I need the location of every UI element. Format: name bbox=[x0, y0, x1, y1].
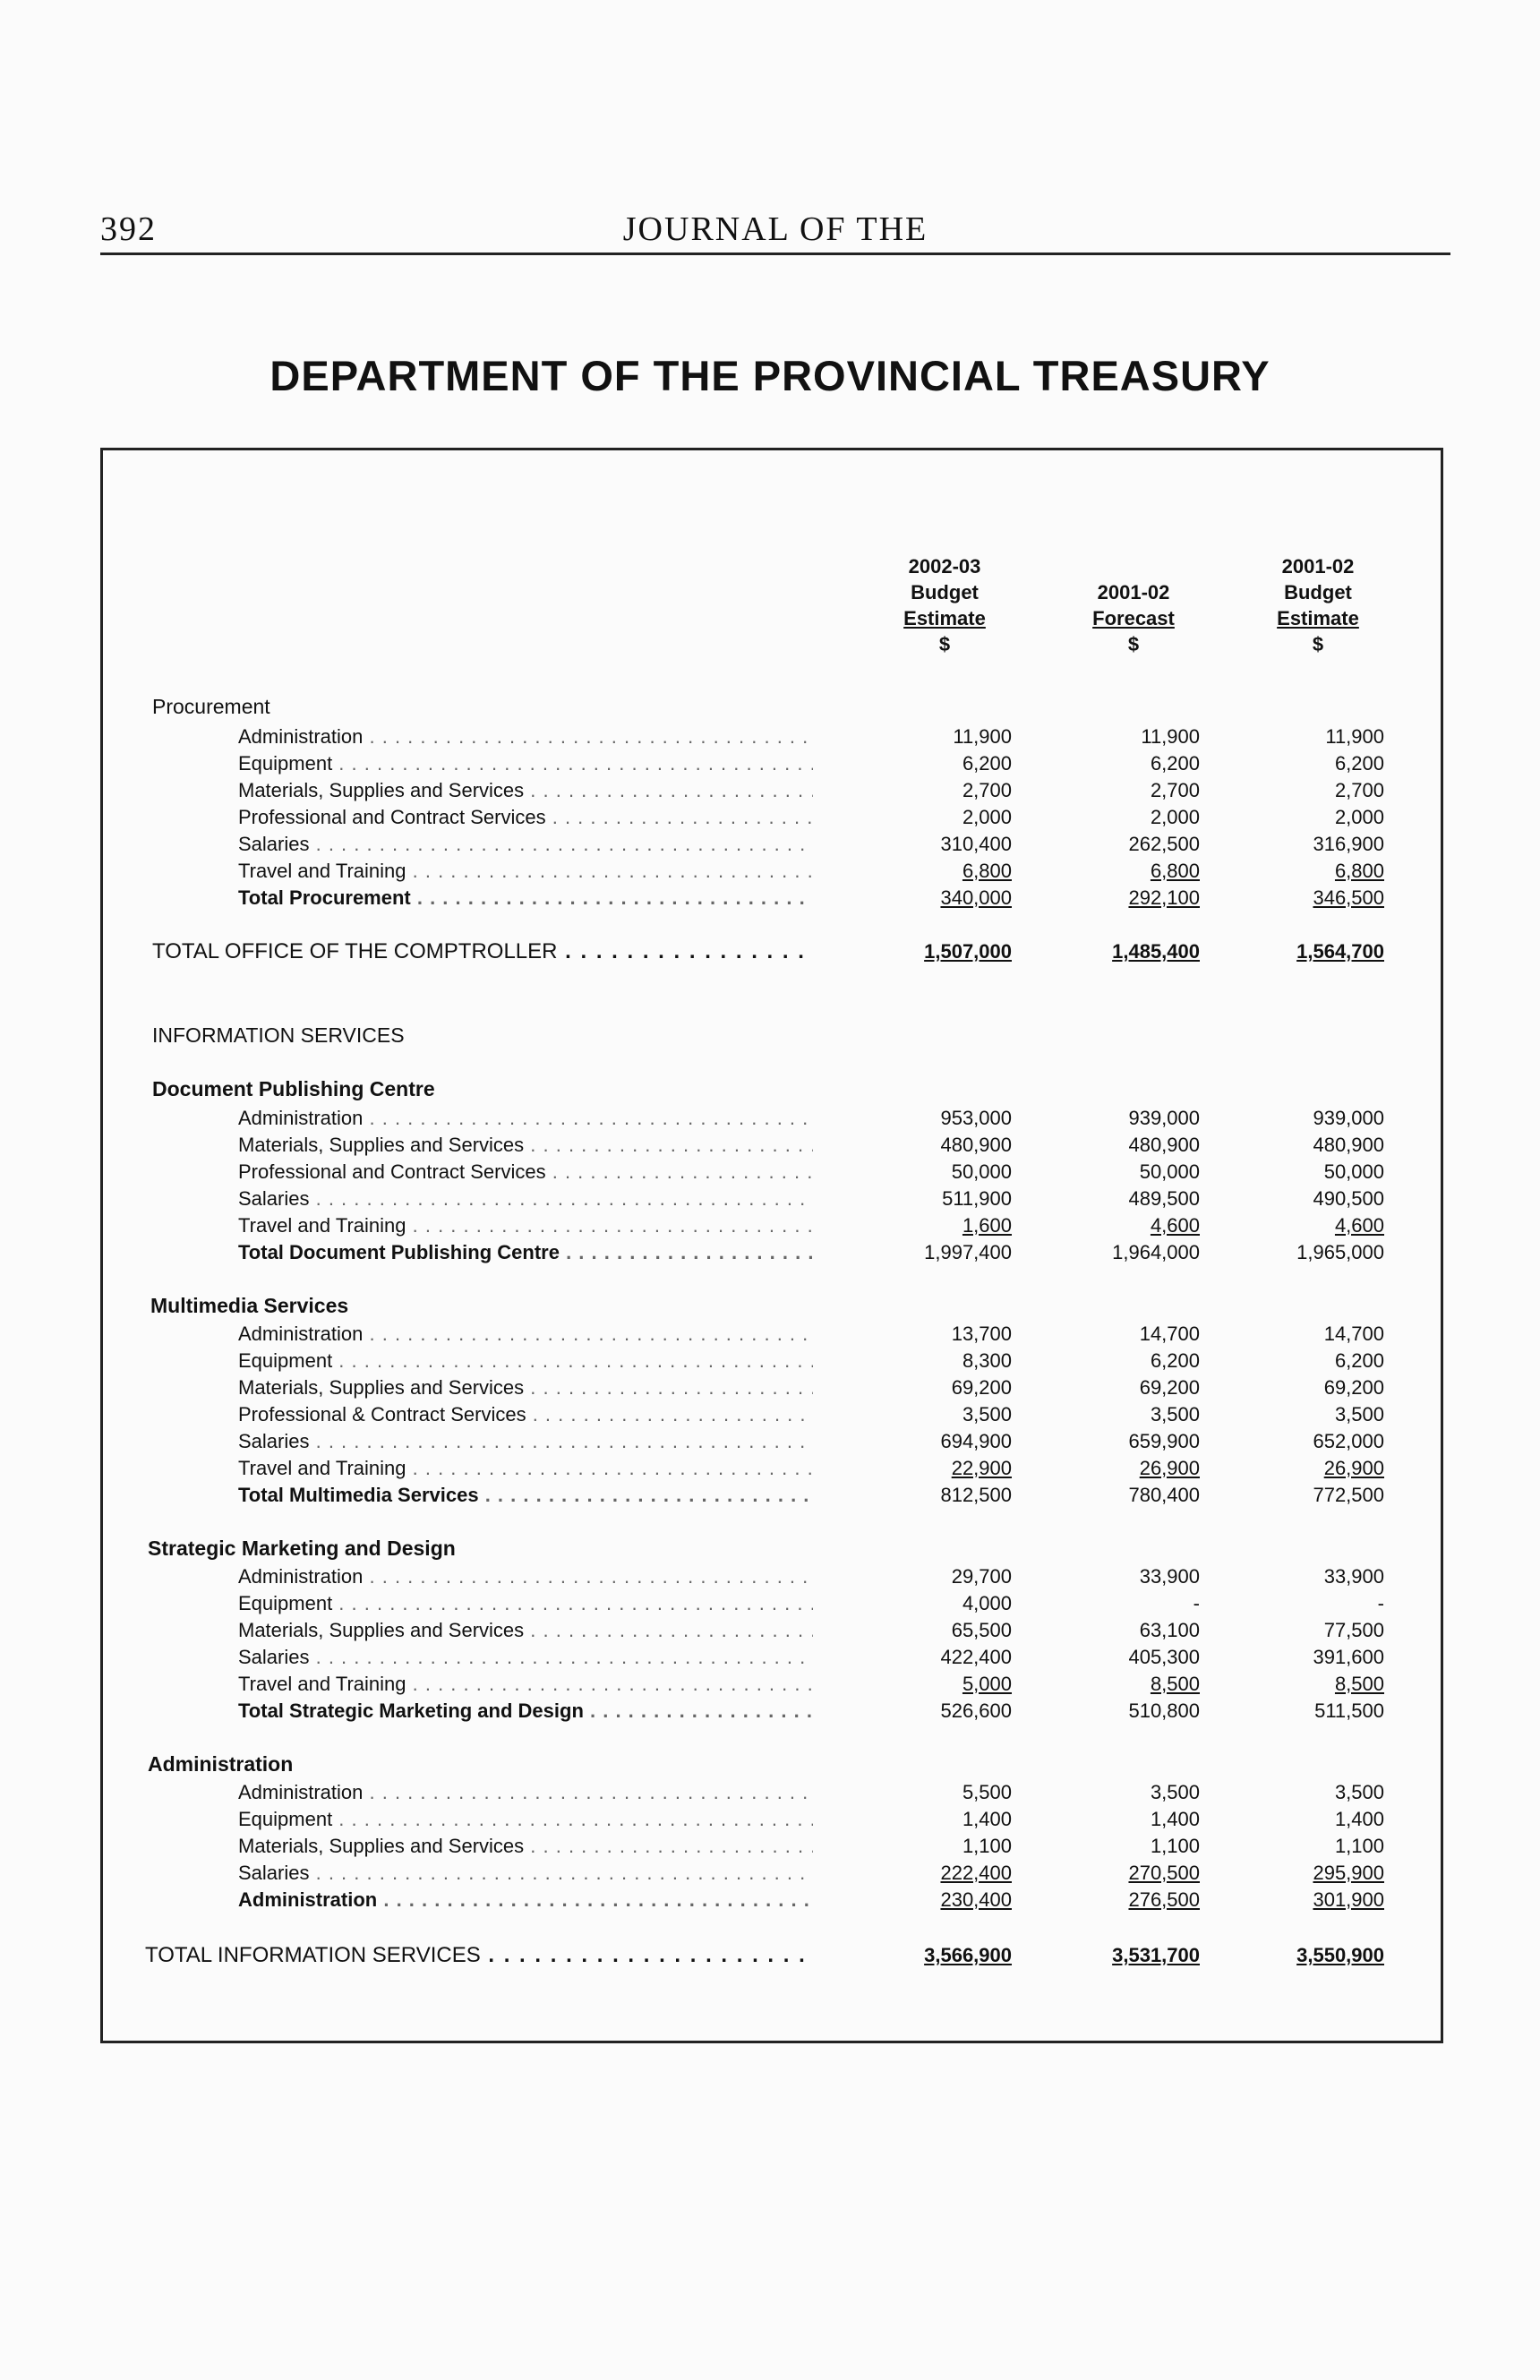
table-row: Administration . . . 11,900 11,900 11,900 bbox=[0, 723, 1540, 750]
table-row: Administration . . . 29,700 33,900 33,900 bbox=[0, 1563, 1540, 1590]
table-row: Salaries . . . 422,400 405,300 391,600 bbox=[0, 1644, 1540, 1671]
table-row: Salaries . . . 694,900 659,900 652,000 bbox=[0, 1428, 1540, 1455]
table-row: Administration . . . 13,700 14,700 14,700 bbox=[0, 1321, 1540, 1348]
table-row: Travel and Training . . . 5,000 8,500 8,500 bbox=[0, 1671, 1540, 1698]
table-row: Administration . . . 953,000 939,000 939,000 bbox=[0, 1105, 1540, 1132]
section-heading: Procurement bbox=[152, 695, 270, 718]
table-row: Travel and Training . . . 22,900 26,900 26,900 bbox=[0, 1455, 1540, 1482]
table-row: Salaries . . . 310,400 262,500 316,900 bbox=[0, 831, 1540, 858]
page-title: DEPARTMENT OF THE PROVINCIAL TREASURY bbox=[270, 352, 1270, 399]
grand-total-row: TOTAL INFORMATION SERVICES . . . 3,566,900 3,531,700 3,550,900 bbox=[0, 1942, 1540, 1969]
column-header-2001-02-forecast: 2001-02 Forecast $ bbox=[1092, 581, 1175, 655]
table-row: Travel and Training . . . 6,800 6,800 6,800 bbox=[0, 858, 1540, 885]
table-row: Materials, Supplies and Services . . . 2,700 2,700 2,700 bbox=[0, 777, 1540, 804]
column-header-2002-03-budget: 2002-03 Budget Estimate $ bbox=[903, 555, 986, 655]
section-heading: Multimedia Services bbox=[150, 1294, 349, 1317]
subtotal-row: Administration . . . 230,400 276,500 301,900 bbox=[0, 1887, 1540, 1913]
subtotal-row: Total Multimedia Services . . . 812,500 780,400 772,500 bbox=[0, 1482, 1540, 1509]
table-row: Salaries . . . 222,400 270,500 295,900 bbox=[0, 1860, 1540, 1887]
grand-total-row: TOTAL OFFICE OF THE COMPTROLLER . . . 1,507,000 1,485,400 1,564,700 bbox=[0, 938, 1540, 965]
section-heading: INFORMATION SERVICES bbox=[152, 1023, 405, 1047]
table-row: Administration . . . 5,500 3,500 3,500 bbox=[0, 1779, 1540, 1806]
section-heading: Strategic Marketing and Design bbox=[148, 1537, 456, 1560]
table-row: Materials, Supplies and Services . . . 69,200 69,200 69,200 bbox=[0, 1374, 1540, 1401]
table-row: Equipment . . . 1,400 1,400 1,400 bbox=[0, 1806, 1540, 1833]
table-row: Travel and Training . . . 1,600 4,600 4,600 bbox=[0, 1212, 1540, 1239]
table-row: Materials, Supplies and Services . . . 1,100 1,100 1,100 bbox=[0, 1833, 1540, 1860]
section-heading: Document Publishing Centre bbox=[152, 1077, 435, 1100]
table-row: Professional and Contract Services . . . 50,000 50,000 50,000 bbox=[0, 1159, 1540, 1186]
table-row: Equipment . . . 4,000 - - bbox=[0, 1590, 1540, 1617]
section-heading: Administration bbox=[148, 1752, 294, 1776]
table-row: Salaries . . . 511,900 489,500 490,500 bbox=[0, 1186, 1540, 1212]
page-number: 392 bbox=[100, 210, 157, 248]
subtotal-row: Total Document Publishing Centre . . . 1,997,400 1,964,000 1,965,000 bbox=[0, 1239, 1540, 1266]
table-row: Equipment . . . 6,200 6,200 6,200 bbox=[0, 750, 1540, 777]
table-row: Professional & Contract Services . . . 3,500 3,500 3,500 bbox=[0, 1401, 1540, 1428]
table-row: Materials, Supplies and Services . . . 65,500 63,100 77,500 bbox=[0, 1617, 1540, 1644]
table-row: Professional and Contract Services . . . 2,000 2,000 2,000 bbox=[0, 804, 1540, 831]
column-header-2001-02-budget: 2001-02 Budget Estimate $ bbox=[1277, 555, 1359, 655]
subtotal-row: Total Procurement . . . 340,000 292,100 346,500 bbox=[0, 885, 1540, 912]
subtotal-row: Total Strategic Marketing and Design . . . 526,600 510,800 511,500 bbox=[0, 1698, 1540, 1725]
journal-title: JOURNAL OF THE bbox=[622, 210, 928, 248]
table-row: Materials, Supplies and Services . . . 480,900 480,900 480,900 bbox=[0, 1132, 1540, 1159]
page-header bbox=[100, 210, 1450, 255]
table-row: Equipment . . . 8,300 6,200 6,200 bbox=[0, 1348, 1540, 1374]
